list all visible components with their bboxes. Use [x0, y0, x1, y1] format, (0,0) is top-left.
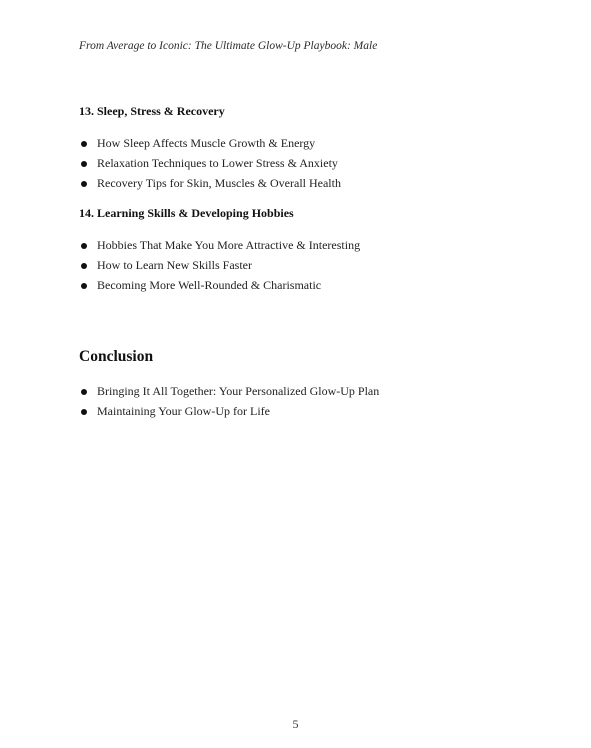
conclusion-heading: Conclusion [79, 348, 154, 365]
list-item-text: Hobbies That Make You More Attractive & Interesting [97, 238, 361, 252]
section-heading-sleep-stress-recovery: 13. Sleep, Stress & Recovery [79, 104, 225, 118]
list-item [79, 134, 341, 154]
bullet-icon [81, 141, 87, 147]
section-heading-learning-skills-hobbies: 14. Learning Skills & Developing Hobbies [79, 206, 294, 220]
learning-skills-hobbies-list [79, 236, 360, 295]
list-item-text: Becoming More Well-Rounded & Charismatic [97, 277, 322, 292]
list-item-text: Relaxation Techniques to Lower Stress & Anxiety [97, 155, 338, 170]
list-item-text: Maintaining Your Glow-Up for Life [97, 403, 270, 418]
list-item-text: How Sleep Affects Muscle Growth & Energy [97, 136, 316, 150]
bullet-icon [81, 283, 87, 289]
list-item [79, 236, 360, 256]
bullet-icon [81, 243, 87, 249]
bullet-icon [81, 161, 87, 167]
bullet-icon [81, 389, 87, 395]
conclusion-list [79, 382, 379, 422]
sleep-stress-recovery-list [79, 134, 341, 193]
bullet-icon [81, 409, 87, 415]
list-item [79, 276, 360, 296]
list-item [79, 154, 341, 174]
list-item-text: How to Learn New Skills Faster [97, 257, 252, 272]
list-item [79, 256, 360, 276]
bullet-icon [81, 181, 87, 187]
list-item-text: Recovery Tips for Skin, Muscles & Overall Health [97, 175, 341, 190]
bullet-icon [81, 263, 87, 269]
list-item-text: Bringing It All Together: Your Personalized Glow-Up Plan [97, 384, 380, 398]
list-item [79, 174, 341, 194]
page-number: 5 [292, 717, 299, 731]
list-item [79, 402, 379, 422]
running-header: From Average to Iconic: The Ultimate Glow-Up Playbook: Male [79, 40, 378, 52]
list-item [79, 382, 379, 402]
